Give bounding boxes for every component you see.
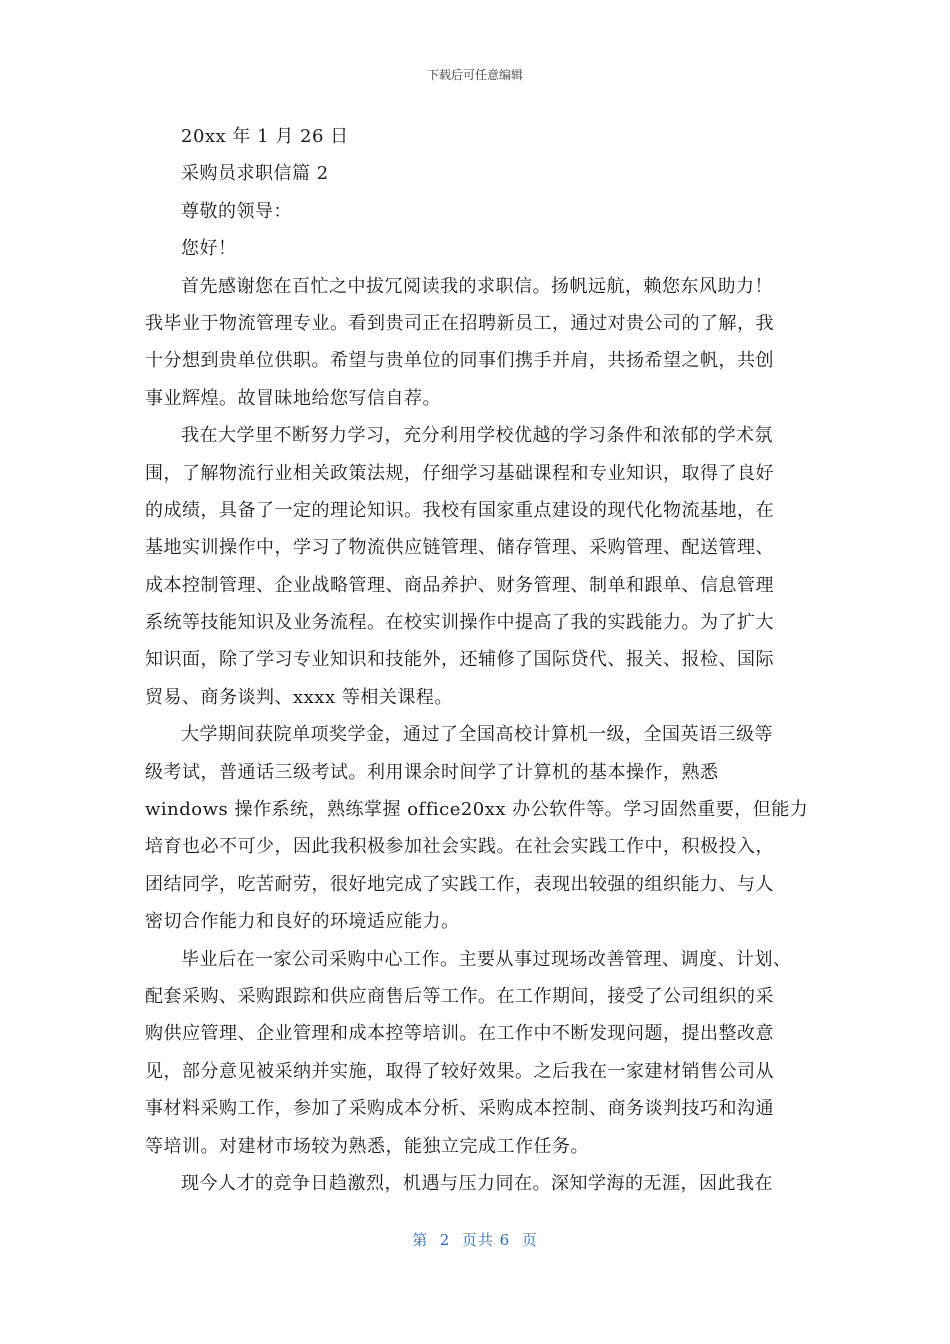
text-line: 成本控制管理、企业战略管理、商品养护、财务管理、制单和跟单、信息管理 (145, 574, 774, 596)
text-line: 我在大学里不断努力学习，充分利用学校优越的学习条件和浓郁的学术氛 (181, 425, 773, 447)
text-line: 首先感谢您在百忙之中拔冗阅读我的求职信。扬帆远航，赖您东风助力！ (181, 275, 773, 297)
text-line: 尊敬的领导： (181, 200, 292, 222)
text-line: 事业辉煌。故冒昧地给您写信自荐。 (145, 387, 441, 409)
letter-body (145, 118, 809, 1202)
text-line: 配套采购、采购跟踪和供应商售后等工作。在工作期间，接受了公司组织的采 (145, 985, 774, 1007)
text-line: 围，了解物流行业相关政策法规，仔细学习基础课程和专业知识，取得了良好 (145, 462, 774, 484)
text-line: 毕业后在一家公司采购中心工作。主要从事过现场改善管理、调度、计划、 (181, 948, 792, 970)
text-line: windows 操作系统，熟练掌握 office20xx 办公软件等。学习固然重要，但能力 (145, 799, 809, 821)
page-header: 下载后可任意编辑 (426, 68, 523, 82)
text-line: 见，部分意见被采纳并实施，取得了较好效果。之后我在一家建材销售公司从 (145, 1060, 774, 1082)
text-line: 事材料采购工作，参加了采购成本分析、采购成本控制、商务谈判技巧和沟通 (145, 1098, 774, 1120)
text-line: 培育也必不可少，因此我积极参加社会实践。在社会实践工作中，积极投入， (145, 836, 774, 858)
text-line: 密切合作能力和良好的环境适应能力。 (145, 911, 460, 933)
text-line: 我毕业于物流管理专业。看到贵司正在招聘新员工，通过对贵公司的了解，我 (145, 312, 774, 334)
text-line: 团结同学，吃苦耐劳，很好地完成了实践工作，表现出较强的组织能力、与人 (145, 873, 774, 895)
text-line: 采购员求职信篇 2 (181, 163, 329, 185)
text-line: 知识面，除了学习专业知识和技能外，还辅修了国际贷代、报关、报检、国际 (145, 649, 774, 671)
text-line: 级考试，普通话三级考试。利用课余时间学了计算机的基本操作，熟悉 (145, 761, 719, 783)
text-line: 现今人才的竞争日趋激烈，机遇与压力同在。深知学海的无涯，因此我在 (181, 1172, 773, 1194)
text-line: 购供应管理、企业管理和成本控等培训。在工作中不断发现问题，提出整改意 (145, 1023, 774, 1045)
text-line: 等培训。对建材市场较为熟悉，能独立完成工作任务。 (145, 1135, 589, 1157)
text-line: 20xx 年 1 月 26 日 (181, 126, 349, 147)
text-line: 十分想到贵单位供职。希望与贵单位的同事们携手并肩，共扬希望之帆，共创 (145, 350, 774, 372)
text-line: 系统等技能知识及业务流程。在校实训操作中提高了我的实践能力。为了扩大 (145, 612, 774, 634)
text-line: 贸易、商务谈判、xxxx 等相关课程。 (145, 686, 453, 708)
text-line: 大学期间获院单项奖学金，通过了全国高校计算机一级，全国英语三级等 (181, 724, 773, 746)
text-line: 基地实训操作中，学习了物流供应链管理、储存管理、采购管理、配送管理、 (145, 537, 774, 559)
page-number-footer: 第 2 页共 6 页 (412, 1231, 538, 1249)
text-line: 的成绩，具备了一定的理论知识。我校有国家重点建设的现代化物流基地，在 (145, 499, 774, 521)
text-line: 您好！ (181, 238, 237, 260)
